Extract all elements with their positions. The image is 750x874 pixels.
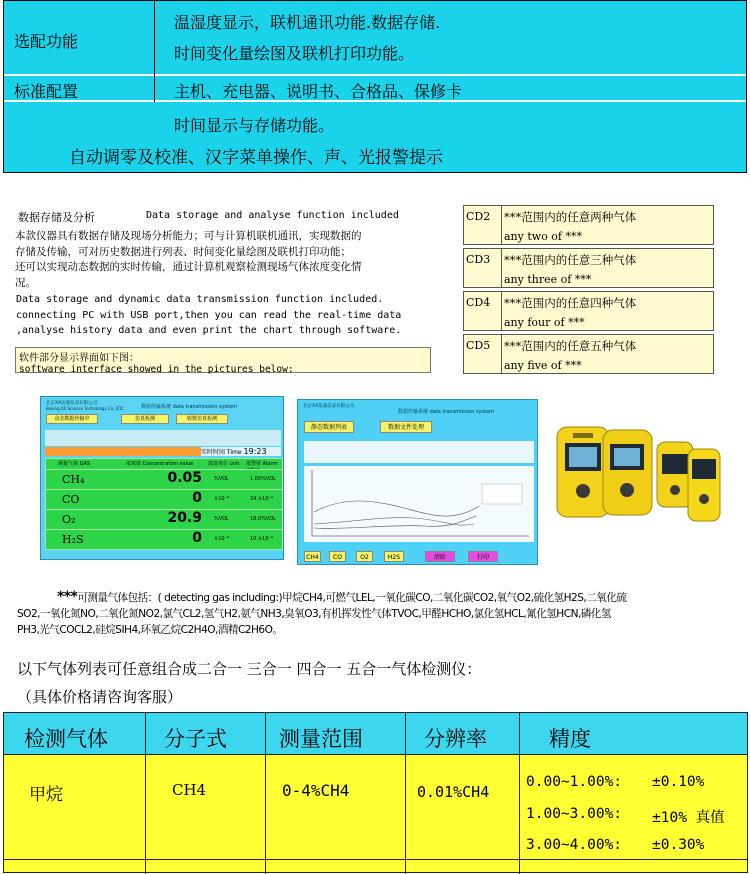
col-unit: 浓度单位 unit [208,461,240,467]
combo-code: CD5 [464,335,502,373]
btn-static-list: 静态数据列表 [304,421,354,433]
detectable-gases-line-1 [17,589,747,606]
gas-detector-device [600,428,655,518]
optional-label: 选配功能 [14,32,79,51]
storage-body-en-3: ,analyse history data and even print the chart through software. [16,325,402,336]
header-resolution: 分辨率 [424,727,487,751]
gas-alarm: 10.×10⁻⁶ [250,536,274,542]
combo-cn: ***范围内的任意五种气体 [504,339,637,353]
company-name: 北京XX仪器仪表有限公司 [46,401,98,406]
gas-spec-table [3,712,748,873]
table-header-row [4,713,747,755]
divider [154,1,155,76]
time-display [201,447,281,456]
combo-box-cd5 [463,334,714,374]
software-caption-cn: 软件部分显示界面如下图： [19,353,139,364]
btn-clear: 清除 [425,551,455,562]
cell-range: 0-4%CH4 [282,781,350,800]
divider [154,76,155,102]
time-label: 实时时间 Time [201,449,242,456]
combo-en: any five of *** [504,359,582,372]
company-name: 北京XX仪器仪表有限公司 [303,404,355,409]
tab-h2s: H2S [384,551,404,562]
software-screenshot-history [297,399,538,565]
gas-name: CH₄ [62,473,85,486]
company-name-en: Beijing XX Science Technology Co.,LTD [46,406,124,411]
gas-alarm: 18.0%VOL [250,516,276,522]
optional-row [4,1,746,76]
gas-alarm: 24.×10⁻⁶ [250,496,274,502]
software-caption-en: software interface showed in the pictures below: [19,364,294,375]
standard-label: 标准配置 [14,82,79,101]
btn-file-process: 数据文件处理 [380,421,432,433]
storage-body-en [16,292,446,339]
feature-line-1: 时间显示与存储功能。 [174,116,335,135]
row-divider [4,859,747,860]
column-divider [405,713,406,874]
detectable-gases-line-3: PH3,光气COCL2,硅烷SIH4,环氧乙烷C2H4O,酒精C2H6O。 [17,624,283,636]
gas-name: CO [62,493,80,506]
col-value: 浓度值 Concentration value [126,461,194,467]
gas-row [45,489,283,510]
trend-lines [304,466,534,542]
col-gas: 测量气体 GAS [58,461,91,467]
gas-name: O₂ [62,513,76,526]
combo-cn: ***范围内的任意四种气体 [504,296,637,310]
storage-body-cn-1: 本款仪器具有数据存储及现场分析能力；可与计算机联机通讯，实现数据的 [15,230,362,242]
gas-detector-device [686,447,722,525]
precision-range-2: 1.00~3.00%: [526,806,623,822]
storage-body-cn-2: 存储及传输，可对历史数据进行列表、时间变化量绘图及联机打印功能； [15,245,351,258]
combo-en: any four of *** [504,316,585,329]
combo-en: any three of *** [504,273,592,286]
precision-value-2: ±10% 真值 [652,810,725,826]
gas-unit: ×10⁻⁶ [214,536,230,542]
time-value: 19:23 [243,447,267,456]
combo-cn: ***范围内的任意三种气体 [504,253,637,267]
feature-line-2: 自动调零及校准、汉字菜单操作、声、光报警提示 [69,148,443,168]
header-gas: 检测气体 [24,727,108,751]
cell-formula: CH4 [172,781,207,799]
optional-line-2: 时间变化量绘图及联机打印功能。 [174,44,415,63]
price-line: （具体价格请咨询客服） [17,688,183,706]
header-range: 测量范围 [279,727,363,751]
storage-title-cn: 数据存储及分析 [18,211,95,224]
combo-code: CD2 [464,206,502,244]
tab-o2: O2 [356,551,373,562]
gas-value: 0 [192,490,202,506]
combo-box-cd3 [463,248,714,288]
gas-row [45,469,283,490]
gas-row [45,529,283,550]
gas-unit: %VOL [214,516,229,522]
gas-name: H₂S [62,533,84,546]
storage-body-en-2: connecting PC with USB port,then you can read the real-time data [16,309,402,321]
system-title: 数据传输系统 data transmission system [398,409,495,415]
system-title: 数据传输系统 data transmission system [141,404,238,410]
gas-value: 0 [192,530,202,546]
precision-value-3: ±0.30% [652,837,705,853]
gas-value: 0.05 [167,470,202,486]
col-alarm: 报警值 Alarm [246,461,278,467]
config-table [3,0,747,173]
optional-line-1: 温湿度显示，联机通讯功能.数据存储. [174,13,441,32]
precision-range-1: 0.00~1.00%: [526,774,623,790]
standard-items: 主机、充电器、说明书、合格品、保修卡 [174,82,463,101]
gas-unit: ×10⁻⁶ [214,496,230,502]
combo-code: CD3 [464,249,502,287]
storage-body-en-1: Data storage and dynamic data transmission function included. [16,294,384,305]
detectable-gases-line-2: SO2,一氧化氮NO,二氧化氮NO2,氯气CL2,氢气H2,氨气NH3,臭氧O3,有机挥发性气体TVOC,甲醛HCHO,氯化氢HCL,氰化氢HCN,磷化氢 [17,608,611,620]
btn-dynamic-transfer: 动态数据传输中 [46,414,98,424]
storage-body-cn [15,229,445,291]
gas-alarm: 1.00%VOL [250,476,276,482]
btn-receive-simulate: 收数仿真检测 [176,414,228,424]
combo-box-cd2 [463,205,714,245]
cell-resolution: 0.01%CH4 [417,783,490,801]
standard-row [4,76,746,102]
combo-box-cd4 [463,291,714,331]
btn-print: 打印 [468,551,498,562]
column-divider [519,713,520,874]
detectable-gases [17,589,747,638]
combo-en: any two of *** [504,230,582,243]
tab-ch4: CH4 [304,551,321,562]
precision-value-1: ±0.10% [652,774,705,790]
tab-co: CO [329,551,346,562]
precision-range-3: 3.00~4.00%: [526,837,623,853]
software-screenshot-realtime [40,396,284,560]
gas-row [45,509,283,530]
storage-title-en: Data storage and analyse function included [146,210,399,221]
storage-body-cn-4: 况。 [15,276,36,289]
software-caption-box [15,347,431,373]
header-formula: 分子式 [164,727,227,751]
stars: *** [57,589,78,605]
combo-code: CD4 [464,292,502,330]
gas-value: 20.9 [167,510,202,526]
column-divider [265,713,266,874]
detect-text-1: 可测量气体包括：( detecting gas including:)甲烷CH4,可燃气LEL,一氧化碳CO,二氧化碳CO2,氧气O2,硫化氢H2S,二氧化硫 [77,592,627,604]
gas-unit: %VOL [214,476,229,482]
header-precision: 精度 [549,727,591,751]
trend-chart [304,466,534,542]
combo-cn: ***范围内的任意两种气体 [504,210,637,224]
btn-simulate: 仿真检测 [121,414,169,424]
info-panel [45,430,281,446]
cell-gas: 甲烷 [29,785,63,805]
storage-body-cn-3: 还可以实现动态数据的实时传输，通过计算机观察检测现场气体浓度变化情 [15,261,362,273]
info-panel [304,441,534,463]
column-divider [145,713,146,874]
combo-line: 以下气体列表可任意组合成二合一 三合一 四合一 五合一气体检测仪： [17,660,482,678]
